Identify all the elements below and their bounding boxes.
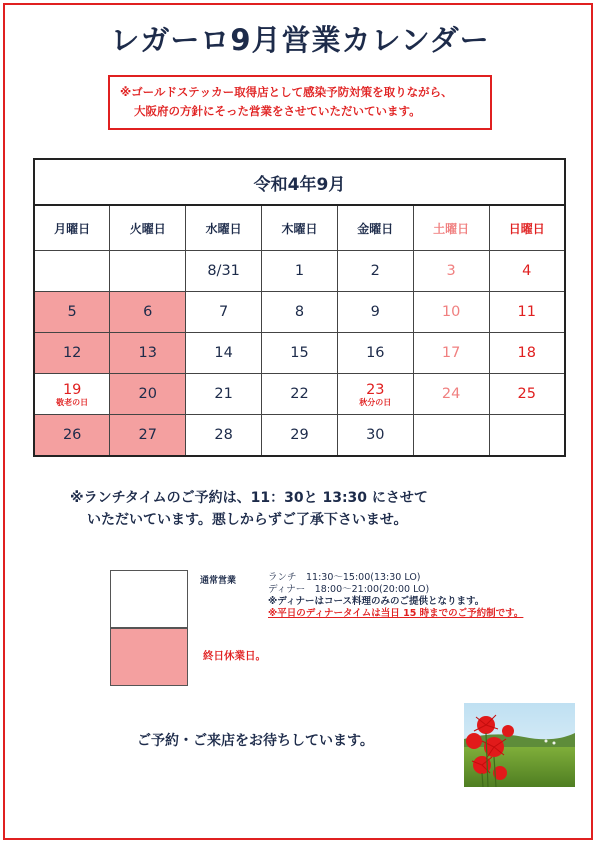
calendar-week-row [34, 333, 565, 374]
calendar-month-label: 令和4年9月 [34, 159, 565, 205]
calendar-day-cell: 18 [489, 333, 565, 374]
notice-line-2: 大阪府の方針にそった営業をさせていただいています。 [134, 104, 421, 118]
dinner-hours: ディナー 18:00〜21:00(20:00 LO) [268, 584, 430, 595]
weekday-wed: 水曜日 [186, 205, 262, 251]
calendar-day-cell: 25 [489, 374, 565, 415]
holiday-label: 敬老の日 [56, 398, 89, 407]
calendar-day-cell: 30 [337, 415, 413, 457]
weekday-mon: 月曜日 [34, 205, 110, 251]
calendar-day-cell: 24 [413, 374, 489, 415]
calendar-day-cell: 2 [337, 251, 413, 292]
weekday-dinner-note: ※平日のディナータイムは当日 15 時までのご予約制です。 [268, 608, 524, 619]
calendar-week-row [34, 292, 565, 333]
calendar-day-cell: 10 [413, 292, 489, 333]
notice-box [108, 75, 492, 130]
holiday-label: 秋分の日 [359, 398, 392, 407]
calendar-day-cell [489, 415, 565, 457]
legend-swatch-closed [110, 628, 188, 686]
calendar-day-cell-closed: 5 [34, 292, 110, 333]
calendar-day-cell: 7 [186, 292, 262, 333]
calendar-day-cell-closed: 13 [110, 333, 186, 374]
note-line-1: ※ランチタイムのご予約は、11：30と 13:30 にさせて [70, 490, 428, 506]
calendar-day-cell: 28 [186, 415, 262, 457]
weekday-fri: 金曜日 [337, 205, 413, 251]
calendar-table [33, 158, 566, 457]
note-line-2: いただいています。悪しからずご了承下さいませ。 [87, 512, 408, 528]
legend-swatch-normal [110, 570, 188, 628]
weekday-thu: 木曜日 [262, 205, 338, 251]
closing-message: ご予約・ご来店をお待ちしています。 [137, 733, 374, 749]
calendar-day-cell: 16 [337, 333, 413, 374]
calendar-day-cell: 8 [262, 292, 338, 333]
calendar-day-cell: 21 [186, 374, 262, 415]
calendar-day-cell-closed: 6 [110, 292, 186, 333]
dinner-course-note: ※ディナーはコース料理のみのご提供となります。 [268, 596, 485, 607]
calendar-day-cell: 4 [489, 251, 565, 292]
lunch-hours: ランチ 11:30〜15:00(13:30 LO) [268, 572, 421, 583]
legend-normal-label: 通常営業 [200, 576, 237, 586]
legend-hours-info [268, 572, 523, 620]
weekday-sat: 土曜日 [413, 205, 489, 251]
page-title: レガーロ9月営業カレンダー [110, 23, 490, 57]
calendar-day-cell-holiday: 23 秋分の日 [337, 374, 413, 415]
calendar-day-cell-closed: 26 [34, 415, 110, 457]
calendar-day-cell: 29 [262, 415, 338, 457]
calendar-week-row [34, 374, 565, 415]
calendar-day-cell: 8/31 [186, 251, 262, 292]
calendar-day-cell-closed: 12 [34, 333, 110, 374]
calendar-day-cell-closed: 27 [110, 415, 186, 457]
calendar-day-cell-holiday: 19 敬老の日 [34, 374, 110, 415]
legend-closed-label: 終日休業日。 [203, 650, 266, 662]
calendar-day-cell: 11 [489, 292, 565, 333]
calendar-day-cell [34, 251, 110, 292]
weekday-header-row [34, 205, 565, 251]
calendar-day-cell: 22 [262, 374, 338, 415]
calendar-day-cell-closed: 20 [110, 374, 186, 415]
calendar-day-cell: 14 [186, 333, 262, 374]
lunch-reservation-note [70, 487, 550, 531]
calendar-day-cell: 1 [262, 251, 338, 292]
calendar-day-cell: 9 [337, 292, 413, 333]
red-spider-lily-photo [464, 703, 575, 787]
weekday-sun: 日曜日 [489, 205, 565, 251]
weekday-tue: 火曜日 [110, 205, 186, 251]
calendar-day-cell [413, 415, 489, 457]
calendar-week-row [34, 415, 565, 457]
calendar-day-cell: 15 [262, 333, 338, 374]
calendar-week-row [34, 251, 565, 292]
calendar-day-cell: 17 [413, 333, 489, 374]
calendar-day-cell [110, 251, 186, 292]
notice-line-1: ※ゴールドステッカー取得店として感染予防対策を取りながら、 [120, 85, 453, 99]
calendar-day-cell: 3 [413, 251, 489, 292]
